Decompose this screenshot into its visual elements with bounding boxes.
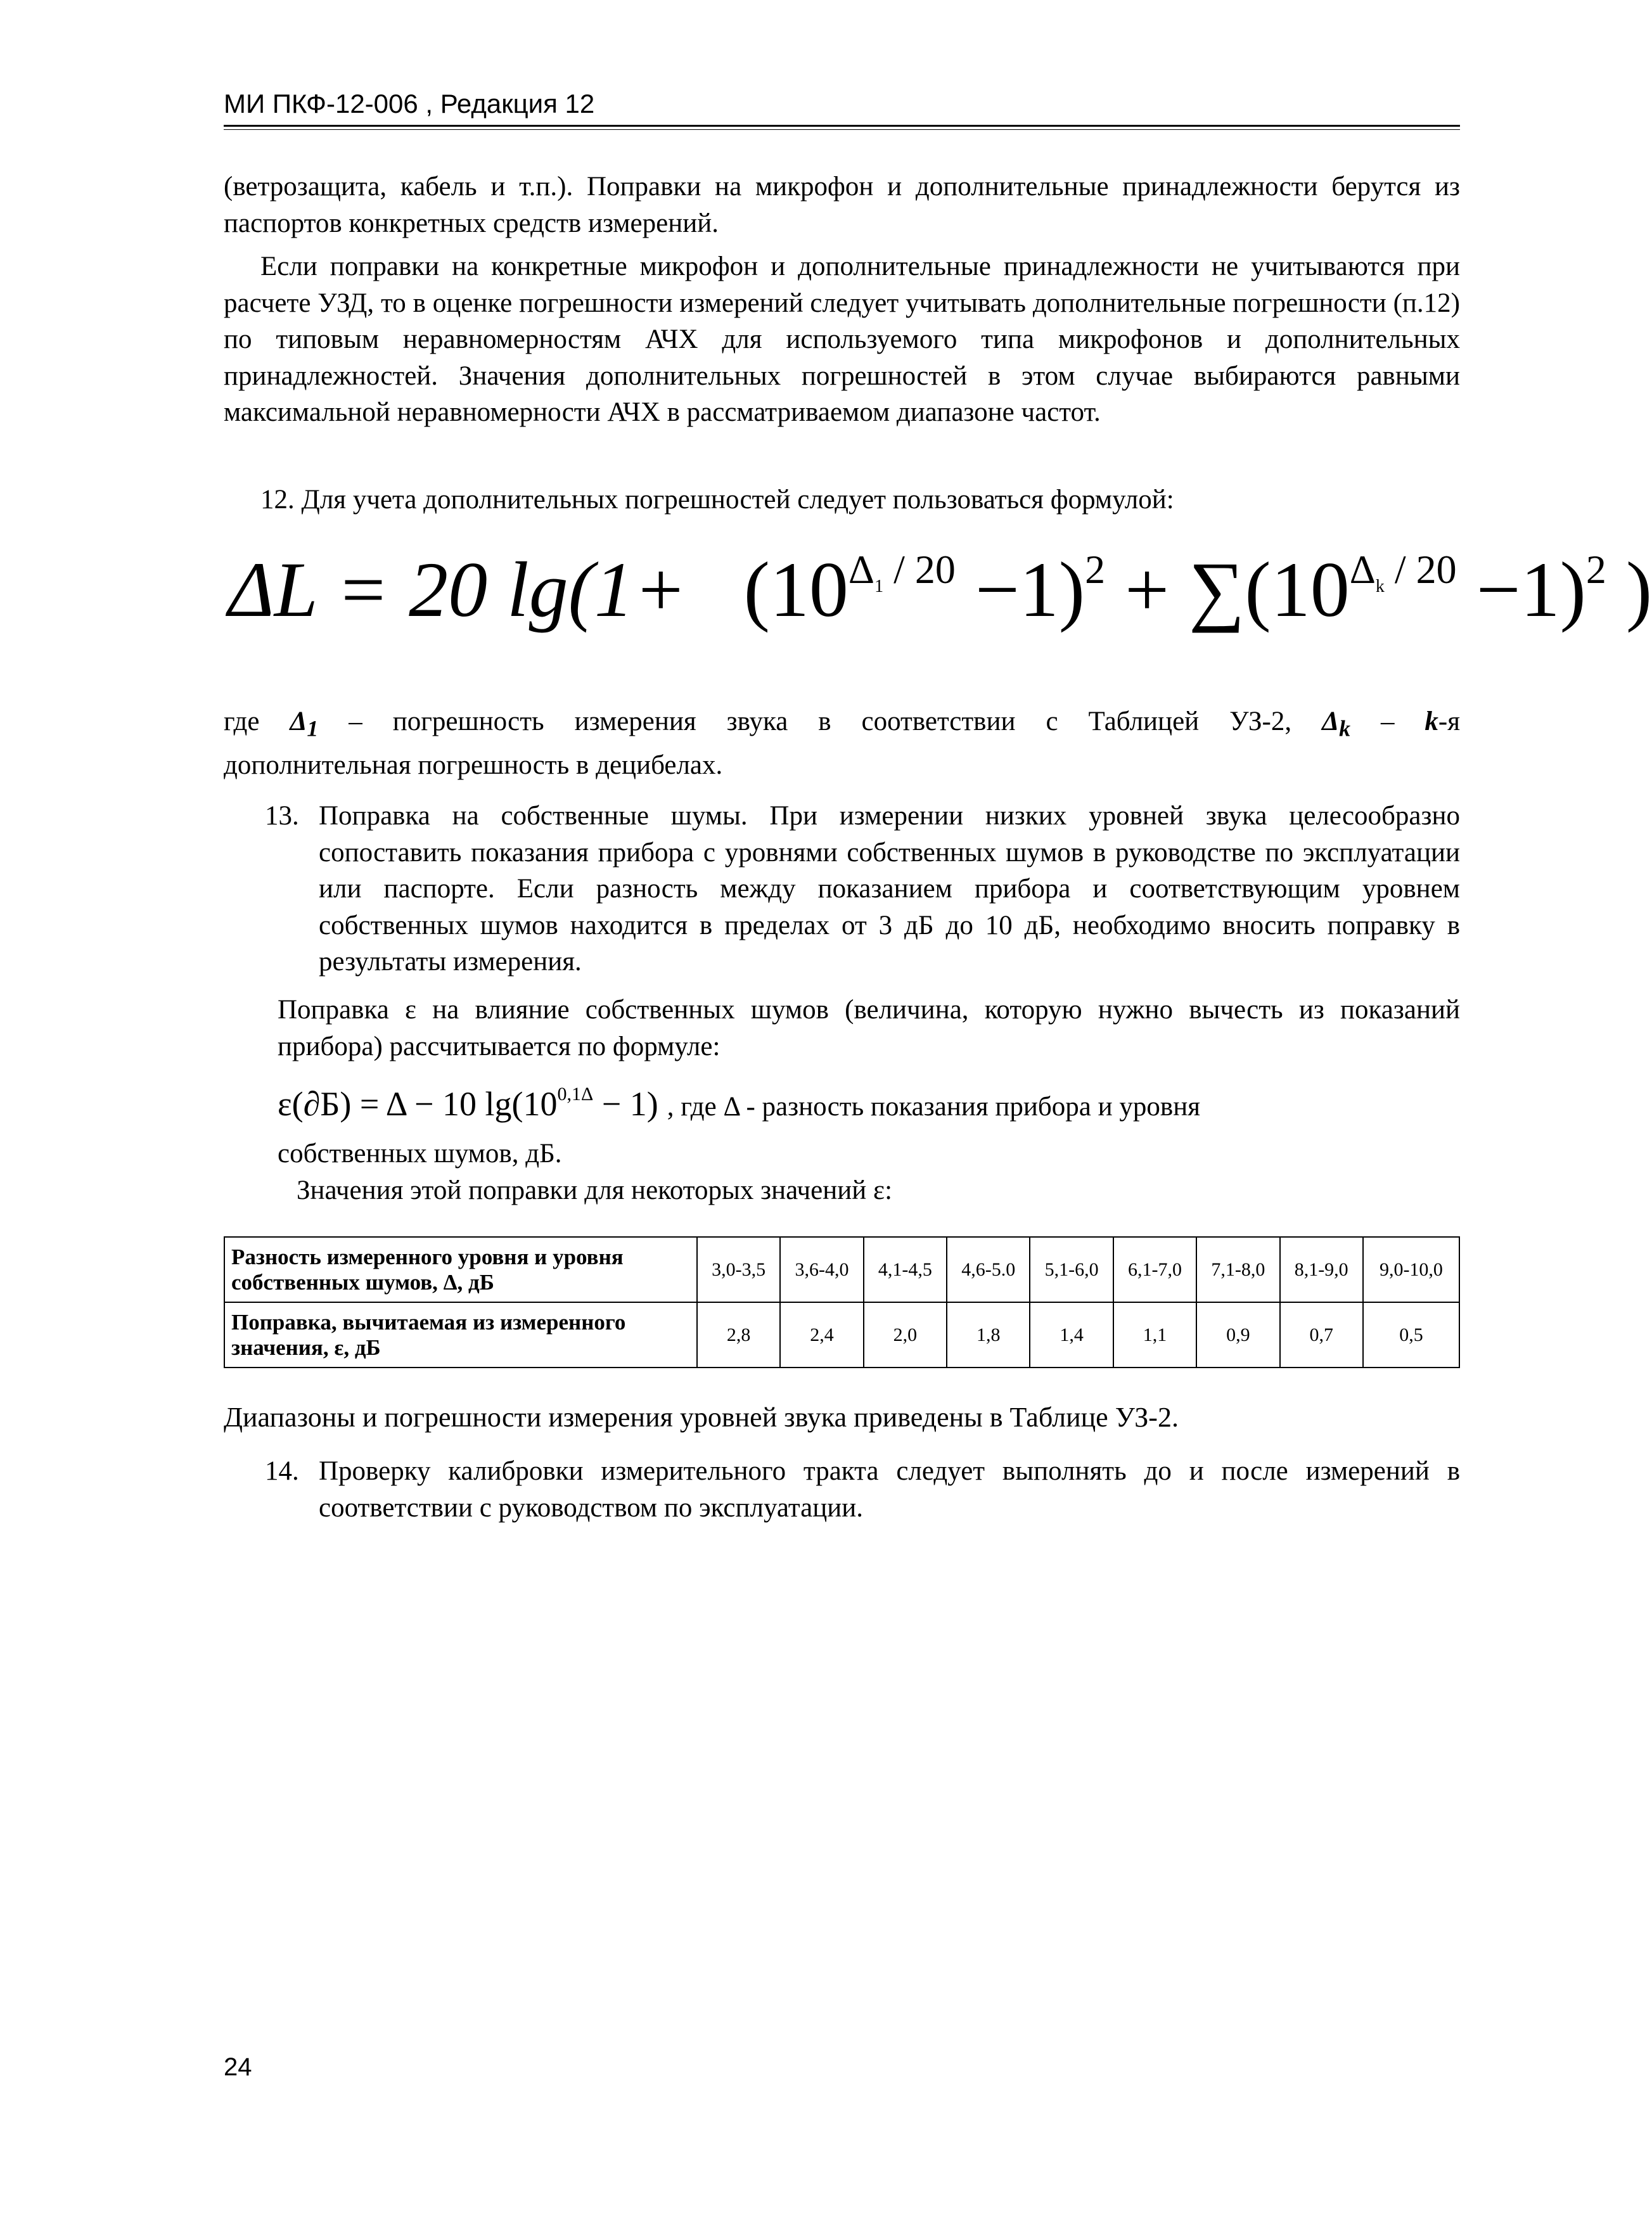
paragraph-2: Если поправки на конкретные микрофон и дополнительные принадлежности не учитываются при расчете УЗД, то в оценке погрешности измерений следует учитывать дополнительные погрешности (п.12) по типовым неравномерностям АЧХ для используемого типа микрофонов и дополнительных принадлежностей. Значения дополнительных погрешностей в этом случае выбираются равными максимальной неравномерности АЧХ в рассматриваемом диапазоне частот. xyxy=(224,252,1460,427)
paragraph-1: (ветрозащита, кабель и т.п.). Поправки на микрофон и дополнительные принадлежности берутся из паспортов конкретных средств измерений. xyxy=(224,172,1460,238)
list-item-14: 14. Проверку калибровки измерительного тракта следует выполнять до и после измерений в соответствии с руководством по эксплуатации. xyxy=(265,1456,1460,1523)
epsilon-formula-continuation: собственных шумов, дБ. xyxy=(278,1139,562,1169)
table-cell: 2,4 xyxy=(780,1302,863,1368)
table-row xyxy=(224,1302,1459,1368)
paragraph-3: 12. Для учета дополнительных погрешностей следует пользоваться формулой: xyxy=(260,485,1174,515)
where-description: где $\Delta_1$ – погрешность измерения звука в соответствии с Таблицей УЗ-2, $\Delta_k - k-я$ дополнительная погрешность в децибелах. xyxy=(224,707,1461,781)
epsilon-formula: ε(∂Б) = Δ − 10 $\lg(10^{0,1\Delta} - 1)$ xyxy=(278,1084,658,1123)
document-header: МИ ПКФ-12-006 , Редакция 12 xyxy=(224,89,595,119)
table-cell: 0,9 xyxy=(1196,1302,1279,1368)
table-cell: 3,0-3,5 xyxy=(697,1237,780,1302)
formula-delta-l: ΔL = 20 $\lg(1+ (10^{\Delta_1 / 20} -1)^2 + \sum(10^{\Delta_k / 20} -1)^2$ ) xyxy=(228,546,1652,633)
table-row xyxy=(224,1237,1459,1302)
header-divider xyxy=(224,125,1460,127)
delta-1-symbol: $\Delta_1$ xyxy=(290,707,319,741)
table-cell: 1,8 xyxy=(947,1302,1030,1368)
formula-lhs: ΔL = 20 lg(1+ xyxy=(228,546,687,633)
row-header: Поправка, вычитаемая из измеренного значения, ε, дБ xyxy=(224,1302,697,1368)
table-cell: 4,6-5.0 xyxy=(947,1237,1030,1302)
correction-table xyxy=(224,1236,1460,1368)
table-cell: 1,1 xyxy=(1113,1302,1196,1368)
epsilon-paragraph: Поправка ε на влияние собственных шумов (величина, которую нужно вычесть из показаний прибора) рассчитывается по формуле: xyxy=(278,995,1460,1061)
table-cell: 4,1-4,5 xyxy=(864,1237,947,1302)
table-cell: 2,8 xyxy=(697,1302,780,1368)
ranges-paragraph: Диапазоны и погрешности измерения уровней звука приведены в Таблице УЗ-2. xyxy=(224,1402,1179,1433)
table-cell: 5,1-6,0 xyxy=(1030,1237,1113,1302)
table-cell: 1,4 xyxy=(1030,1302,1113,1368)
table-cell: 9,0-10,0 xyxy=(1363,1237,1459,1302)
table-cell: 0,5 xyxy=(1363,1302,1459,1368)
table-cell: 7,1-8,0 xyxy=(1196,1237,1279,1302)
header-divider-thin xyxy=(224,129,1460,130)
table-cell: 0,7 xyxy=(1280,1302,1363,1368)
values-intro: Значения этой поправки для некоторых значений ε: xyxy=(297,1176,893,1205)
list-item-13: 13. Поправка на собственные шумы. При измерении низких уровней звука целесообразно сопоставить показания прибора с уровнями собственных шумов в руководстве по эксплуатации или паспорте. Если разность между показанием прибора и соответствующим уровнем собственных шумов находится в пределах от 3 дБ до 10 дБ, необходимо вносить поправку в результаты измерения. xyxy=(265,801,1460,977)
table-cell: 6,1-7,0 xyxy=(1113,1237,1196,1302)
table-cell: 8,1-9,0 xyxy=(1280,1237,1363,1302)
table-cell: 2,0 xyxy=(864,1302,947,1368)
page-number: 24 xyxy=(224,2053,252,2081)
epsilon-formula-line: ε(∂Б) = Δ − 10 $\lg(10^{0,1\Delta} - 1)$ , где Δ - разность показания прибора и уровня xyxy=(278,1084,1200,1123)
row-header: Разность измеренного уровня и уровня собственных шумов, Δ, дБ xyxy=(224,1237,697,1302)
table-cell: 3,6-4,0 xyxy=(780,1237,863,1302)
delta-k-symbol: $\Delta_k$ xyxy=(1322,707,1350,741)
